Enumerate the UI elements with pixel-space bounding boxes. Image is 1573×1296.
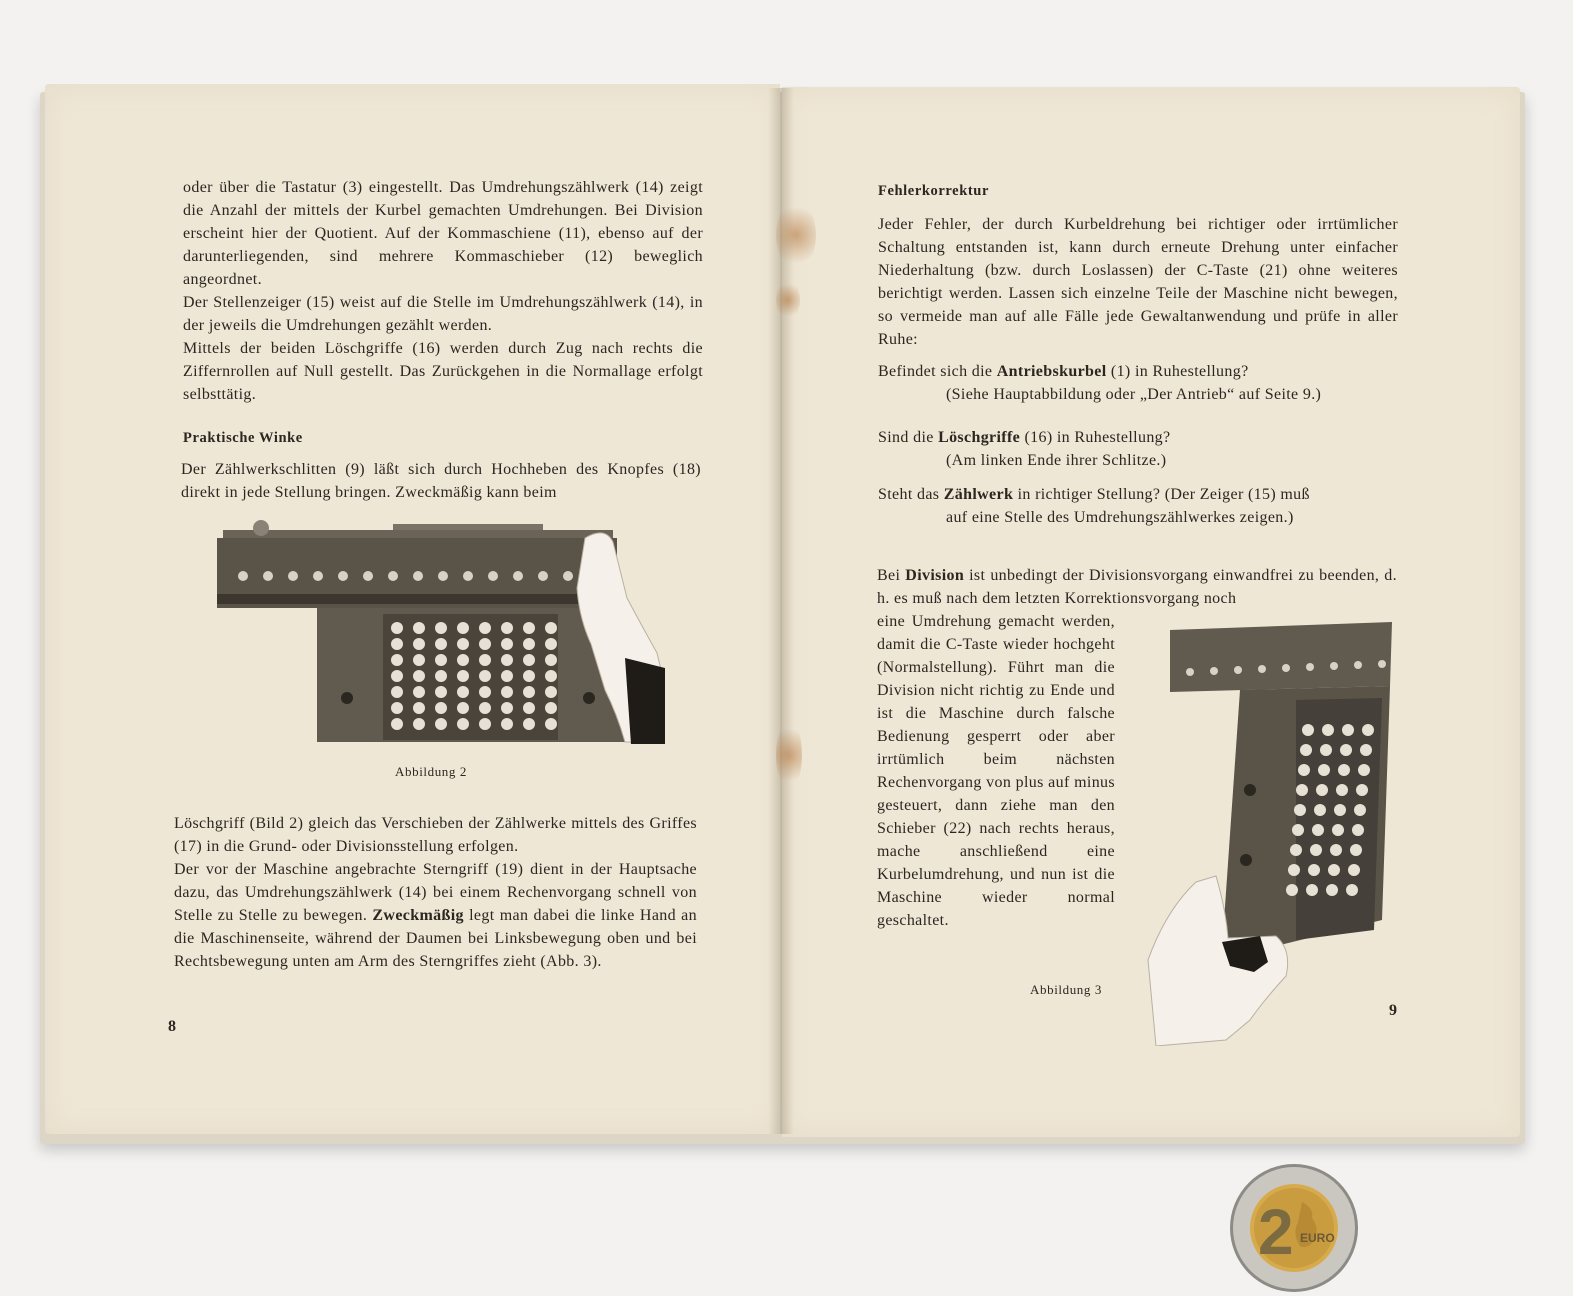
left-paragraph-3: Mittels der beiden Löschgriffe (16) werden durch Zug nach rechts die Ziffernrollen auf Null gestellt. Das Zurückgehen in die Normallage erfolgt selbsttätig.	[183, 340, 703, 403]
question-2-note: (Am linken Ende ihrer Schlitze.)	[946, 452, 1167, 469]
coin-denomination: 2	[1258, 1196, 1294, 1268]
figure-3-photo	[1146, 620, 1402, 1046]
question-3-note: auf eine Stelle des Umdrehungszählwerkes zeigen.)	[946, 509, 1294, 526]
left-paragraph-2: Der Stellenzeiger (15) weist auf die Stelle im Umdrehungszählwerk (14), in der jeweils die Umdrehungen gezählt werden.	[183, 294, 703, 334]
question-3: Steht das Zählwerk in richtiger Stellung? (Der Zeiger (15) muß	[878, 486, 1310, 503]
coin-label: EURO	[1300, 1231, 1335, 1245]
rust-stain	[776, 280, 800, 320]
question-1-bold: Antriebskurbel	[996, 363, 1107, 380]
error-correction-heading: Fehlerkorrektur	[878, 183, 990, 199]
rust-stain	[776, 200, 816, 270]
question-2: Sind die Löschgriffe (16) in Ruhestellung?	[878, 429, 1171, 446]
division-bold: Division	[905, 567, 965, 584]
left-paragraph-5: Löschgriff (Bild 2) gleich das Verschieben der Zählwerke mittels des Griffes (17) in die Grund- oder Divisionsstellung erfolgen.	[174, 815, 697, 855]
right-paragraph-2-narrow: eine Umdrehung gemacht werden, damit die C-Taste wieder hochgeht (Normalstellung). Führt man die Division nicht richtig zu Ende und ist die Maschine durch falsche Bedienung gesperrt oder aber irrtümlich beim nächsten Rechenvorgang von plus auf minus gesteuert, dann ziehe man den Schieber (22) nach rechts heraus, mache anschließend eine Kurbelumdrehung, und nun ist die Maschine wieder normal geschaltet.	[877, 613, 1115, 929]
right-paragraph-2-wide: Bei Division ist unbedingt der Divisionsvorgang einwandfrei zu beenden, d. h. es muß nach dem letzten Korrektionsvorgang noch	[877, 567, 1397, 607]
question-1-note: (Siehe Hauptabbildung oder „Der Antrieb“ auf Seite 9.)	[946, 386, 1322, 403]
left-paragraph-4: Der Zählwerkschlitten (9) läßt sich durch Hochheben des Knopfes (18) direkt in jede Stellung bringen. Zweckmäßig kann beim	[181, 461, 701, 501]
figure-3-caption: Abbildung 3	[1030, 982, 1102, 997]
figure-2-caption: Abbildung 2	[395, 764, 467, 779]
two-euro-coin	[1228, 1162, 1360, 1294]
figure-2-photo	[213, 518, 665, 744]
question-1: Befindet sich die Antriebskurbel (1) in Ruhestellung?	[878, 363, 1249, 380]
right-paragraph-1: Jeder Fehler, der durch Kurbeldrehung bei richtiger oder irrtümlicher Schaltung entstanden ist, kann durch erneute Drehung unter einfacher Niederhaltung (bzw. durch Loslassen) der C-Taste (21) ohne weiteres berichtigt werden. Lassen sich einzelne Teile der Maschine nicht bewegen, so vermeide man auf alle Fälle jede Gewaltanwendung und prüfe in aller Ruhe:	[878, 216, 1398, 348]
page-number-left: 8	[168, 1018, 176, 1035]
left-paragraph-6-bold: Zweckmäßig	[372, 907, 464, 924]
rust-stain	[776, 720, 802, 790]
question-2-bold: Löschgriffe	[938, 429, 1021, 446]
practical-tips-heading: Praktische Winke	[183, 430, 303, 446]
left-paragraph-1: oder über die Tastatur (3) eingestellt. Das Umdrehungszählwerk (14) zeigt die Anzahl der mittels der Kurbel gemachten Umdrehungen. Bei Division erscheint hier der Quotient. Auf der Kommaschiene (11), ebenso auf der darunterliegenden, sind mehrere Kommaschieber (12) beweglich angeordnet. Der Stellenzeiger (15) weist auf die Stelle im Umdrehungszählwerk (14), in der jeweils die Umdrehungen gezählt werden. Mittels der beiden Löschgriffe (16) werden durch Zug nach rechts die Ziffernrollen auf Null gestellt. Das Zurückgehen in die Normallage erfolgt selbsttätig.	[183, 176, 703, 406]
left-paragraph-6: Der vor der Maschine angebrachte Sterngriff (19) dient in der Hauptsache dazu, das Umdrehungszählwerk (14) bei einem Rechenvorgang schnell von Stelle zu Stelle zu bewegen. Zweckmäßig legt man dabei die linke Hand an die Maschinenseite, während der Daumen bei Linksbewegung oben und bei Rechtsbewegung unten am Arm des Sterngriffes zieht (Abb. 3).	[174, 861, 697, 970]
question-3-bold: Zählwerk	[943, 486, 1014, 503]
page-number-right: 9	[1389, 1002, 1397, 1019]
